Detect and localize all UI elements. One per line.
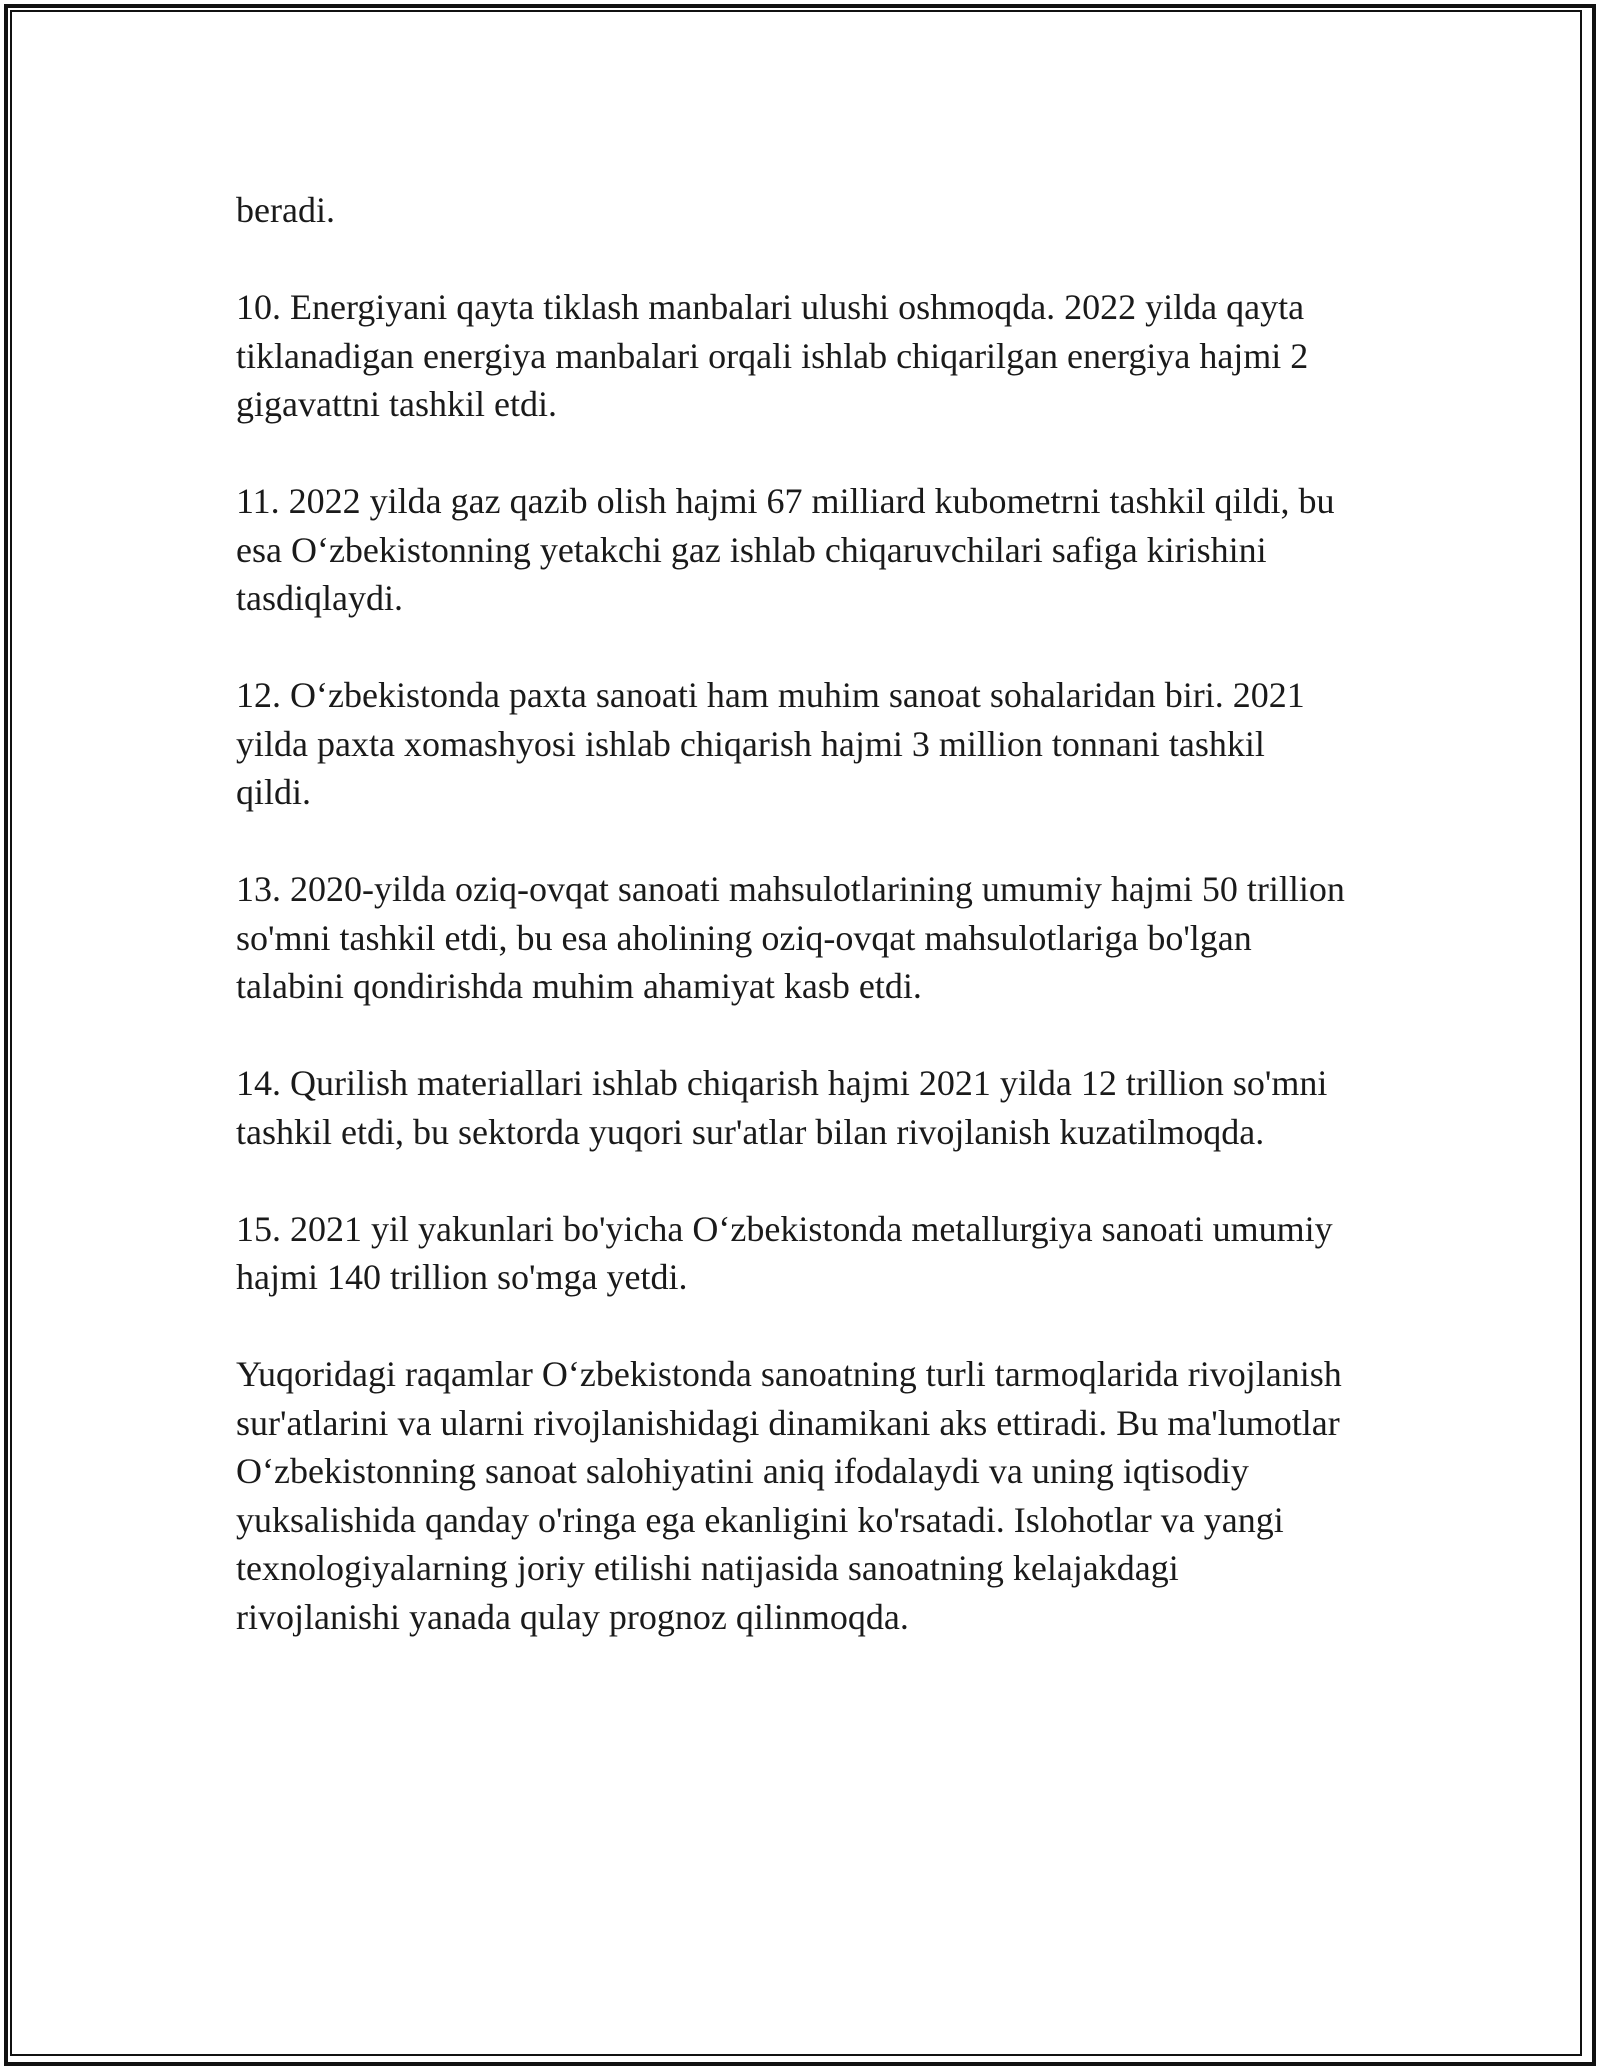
- paragraph-conclusion: [236, 1350, 1396, 1641]
- paragraph-item-10: [236, 283, 1396, 429]
- text-line: 11. 2022 yilda gaz qazib olish hajmi 67 milliard kubometrni tashkil qildi, bu: [236, 481, 1335, 521]
- text-line: 12. O‘zbekistonda paxta sanoati ham muhim sanoat sohalaridan biri. 2021: [236, 675, 1305, 715]
- document-body: [236, 186, 1396, 1641]
- text-line: O‘zbekistonning sanoat salohiyatini aniq ifodalaydi va uning iqtisodiy: [236, 1451, 1249, 1491]
- text-line: yuksalishida qanday o'ringa ega ekanligini ko'rsatadi. Islohotlar va yangi: [236, 1499, 1284, 1540]
- paragraph-continuation: [236, 186, 1396, 235]
- paragraph-item-11: [236, 477, 1396, 623]
- text-line: 14. Qurilish materiallari ishlab chiqarish hajmi 2021 yilda 12 trillion so'mni: [236, 1063, 1328, 1103]
- text-line: Yuqoridagi raqamlar O‘zbekistonda sanoatning turli tarmoqlarida rivojlanish: [236, 1354, 1342, 1394]
- text-line: 13. 2020-yilda oziq-ovqat sanoati mahsulotlarining umumiy hajmi 50 trillion: [236, 869, 1345, 909]
- text-line: tashkil etdi, bu sektorda yuqori sur'atlar bilan rivojlanish kuzatilmoqda.: [236, 1111, 1265, 1152]
- text-line: sur'atlarini va ularni rivojlanishidagi dinamikani aks ettiradi. Bu ma'lumotlar: [236, 1402, 1340, 1443]
- paragraph-item-14: [236, 1059, 1396, 1156]
- text-line: 15. 2021 yil yakunlari bo'yicha O‘zbekistonda metallurgiya sanoati umumiy: [236, 1208, 1333, 1249]
- text-line: 10. Energiyani qayta tiklash manbalari ulushi oshmoqda. 2022 yilda qayta: [236, 287, 1305, 327]
- text-line: tiklanadigan energiya manbalari orqali ishlab chiqarilgan energiya hajmi 2: [236, 335, 1309, 376]
- text-line: texnologiyalarning joriy etilishi natijasida sanoatning kelajakdagi: [236, 1548, 1179, 1588]
- text-line: yilda paxta xomashyosi ishlab chiqarish hajmi 3 million tonnani tashkil: [236, 723, 1265, 764]
- paragraph-item-12: [236, 671, 1396, 817]
- text-line: tasdiqlaydi.: [236, 578, 403, 618]
- text-line: rivojlanishi yanada qulay prognoz qilinmoqda.: [236, 1596, 909, 1637]
- text-line: esa O‘zbekistonning yetakchi gaz ishlab chiqaruvchilari safiga kirishini: [236, 529, 1267, 570]
- text-line: gigavattni tashkil etdi.: [236, 384, 557, 424]
- paragraph-item-13: [236, 865, 1396, 1011]
- paragraph-item-15: [236, 1205, 1396, 1302]
- text-line: talabini qondirishda muhim ahamiyat kasb etdi.: [236, 966, 922, 1006]
- text-line: qildi.: [236, 772, 312, 812]
- text-line: so'mni tashkil etdi, bu esa aholining oziq-ovqat mahsulotlariga bo'lgan: [236, 917, 1252, 958]
- text-line: hajmi 140 trillion so'mga yetdi.: [236, 1257, 688, 1297]
- text-line: beradi.: [236, 190, 335, 230]
